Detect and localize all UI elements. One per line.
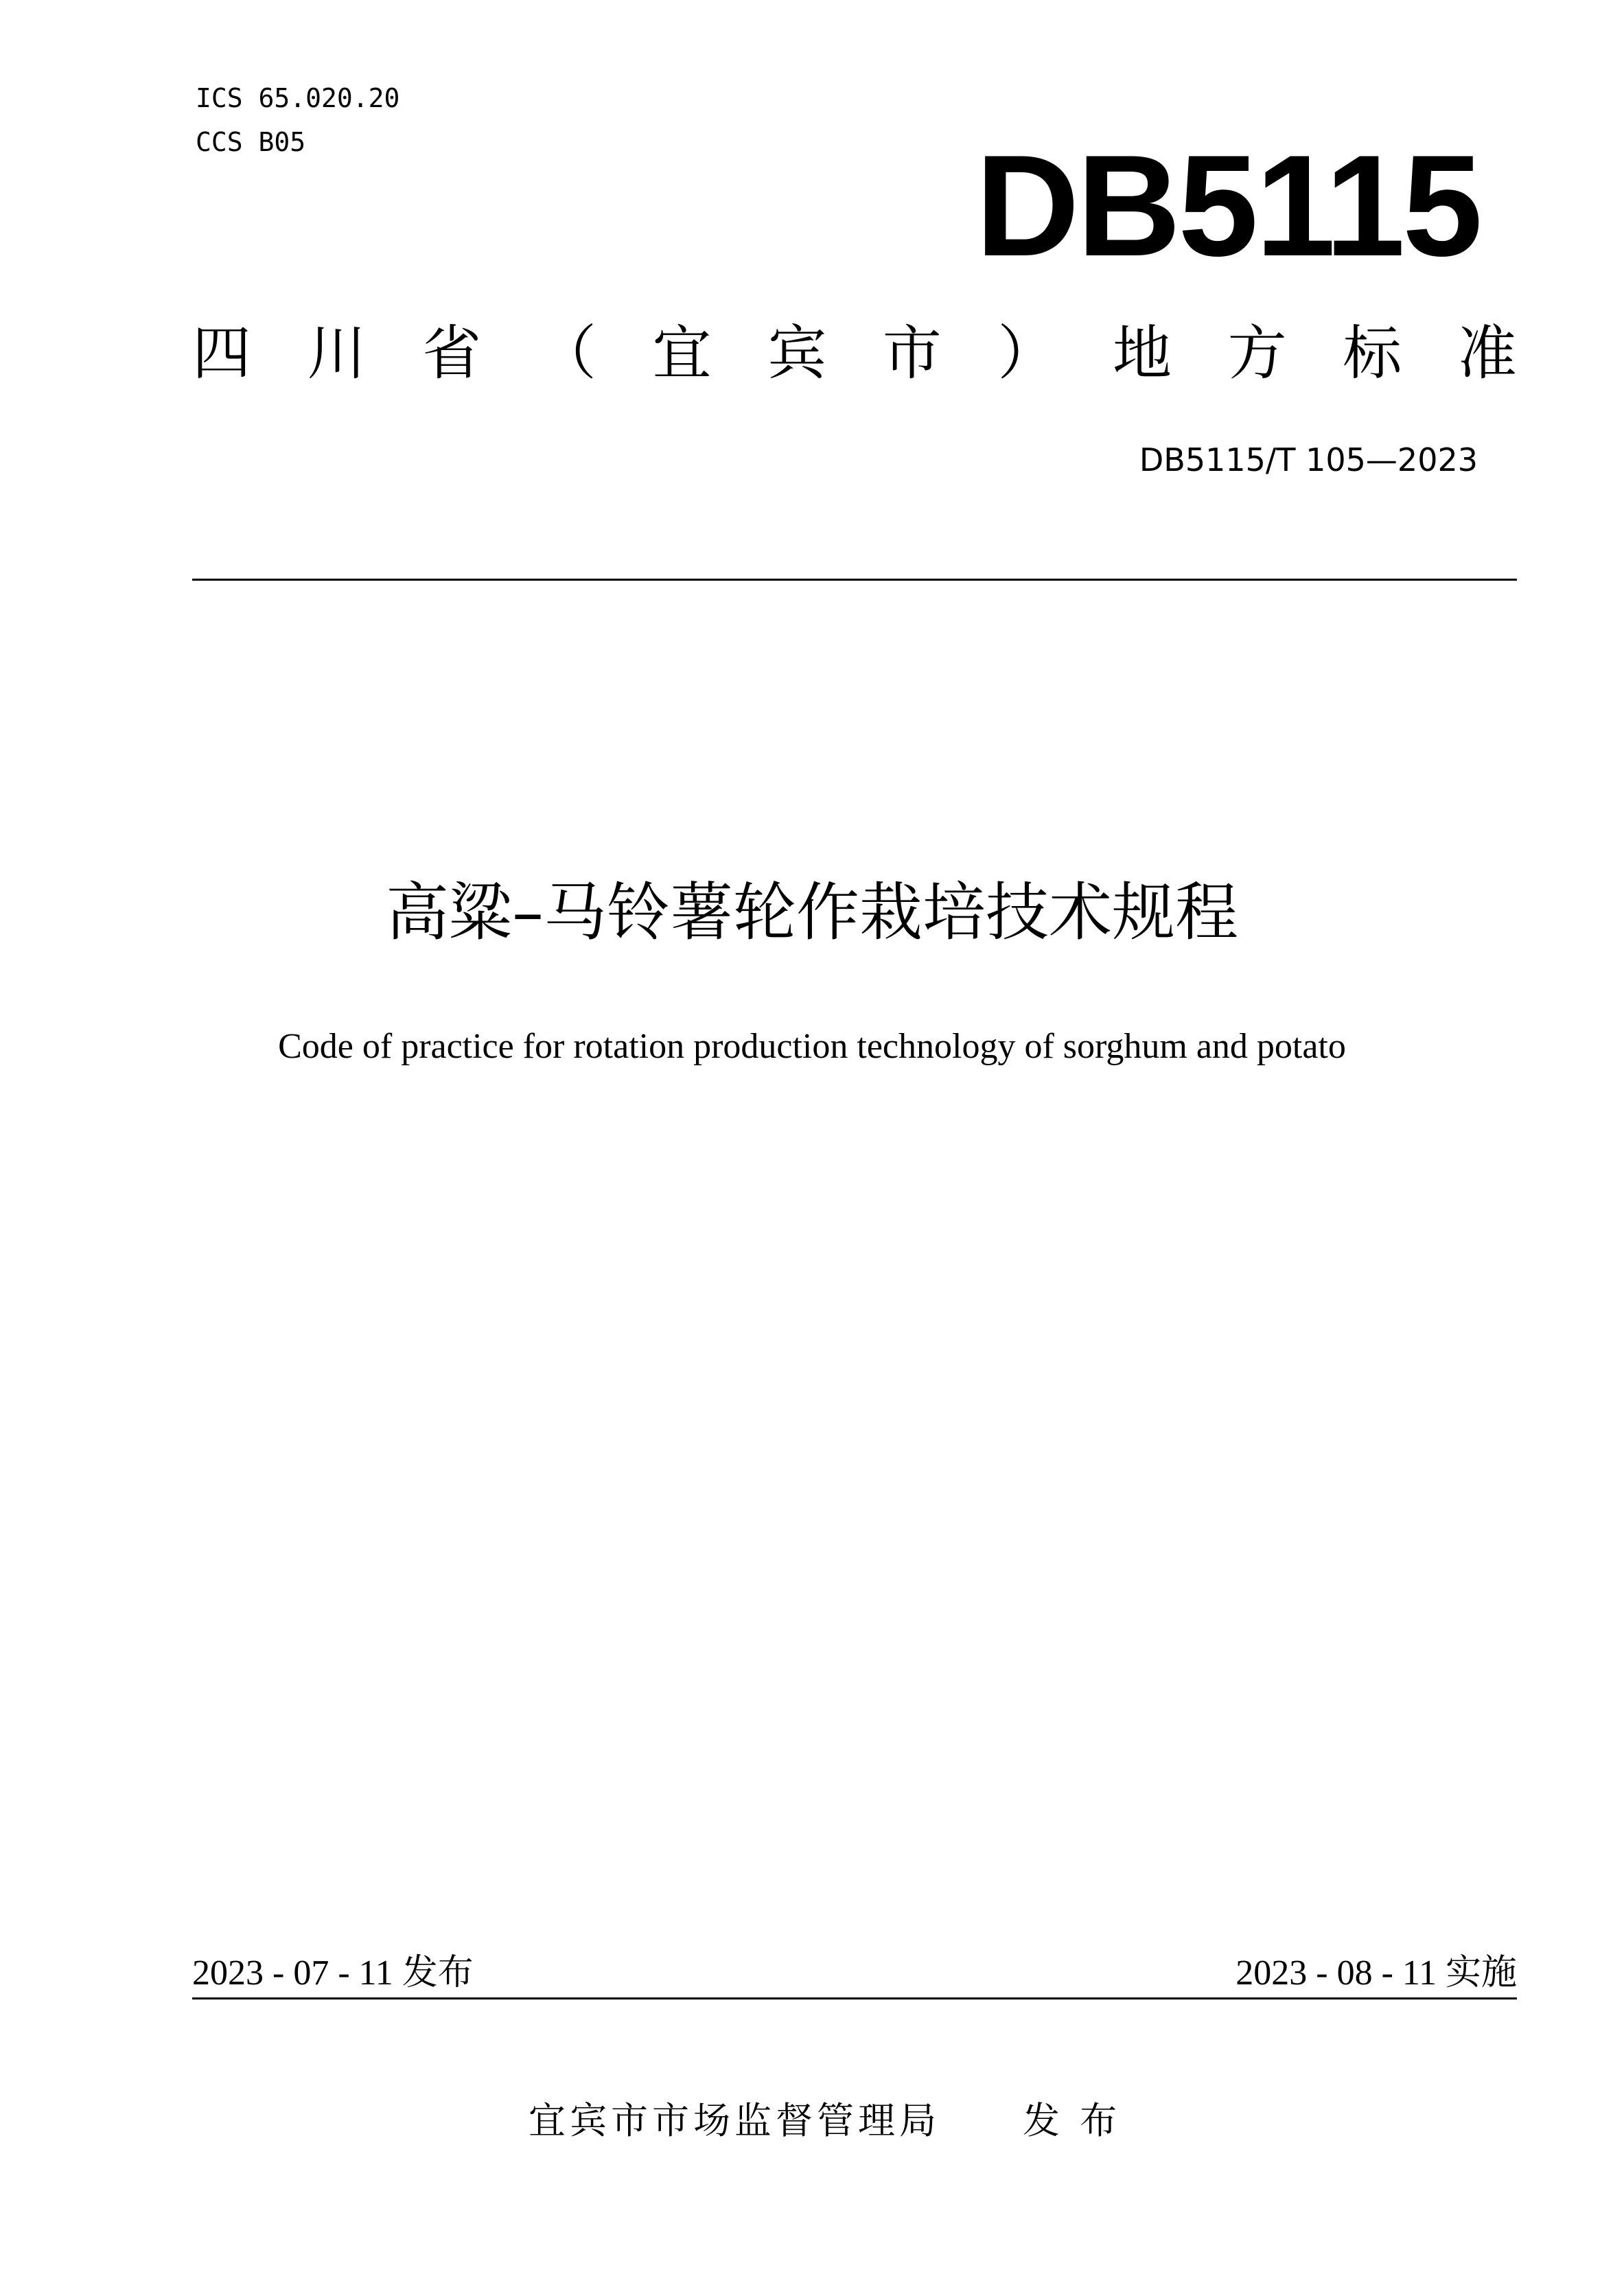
publication-date: 2023 - 07 - 11 发布 [192, 1953, 474, 1993]
publisher-name: 宜宾市市场监督管理局 [529, 2099, 940, 2142]
ics-code: ICS 65.020.20 [196, 83, 400, 113]
standard-type-char: 川 [307, 319, 367, 388]
standard-type-char: 地 [1113, 319, 1172, 388]
standard-type-char: （ [537, 319, 596, 388]
standard-type-char: 省 [422, 319, 482, 388]
top-divider [192, 579, 1517, 581]
publisher-line [529, 2094, 1121, 2148]
standard-type-char: 宾 [767, 319, 827, 388]
standard-type-char: ） [997, 319, 1057, 388]
standard-number: DB5115/T 105—2023 [1139, 441, 1478, 478]
standard-type-char: 准 [1457, 319, 1517, 388]
publisher-action: 发 布 [1023, 2099, 1122, 2142]
standard-type-char: 方 [1227, 319, 1287, 388]
standard-type-char: 标 [1343, 319, 1402, 388]
document-title-chinese: 高粱–马铃薯轮作栽培技术规程 [385, 876, 1238, 949]
document-title-english: Code of practice for rotation production technology of sorghum and potato [278, 1027, 1346, 1066]
standard-logo: DB5115 [975, 125, 1480, 286]
effective-date: 2023 - 08 - 11 实施 [1236, 1953, 1517, 1993]
standard-type-char: 市 [882, 319, 942, 388]
bottom-divider [192, 1997, 1517, 1999]
standard-type-char: 四 [192, 319, 251, 388]
ccs-code: CCS B05 [196, 127, 306, 157]
standard-type-char: 宜 [652, 319, 712, 388]
standard-type-heading [192, 316, 1517, 391]
